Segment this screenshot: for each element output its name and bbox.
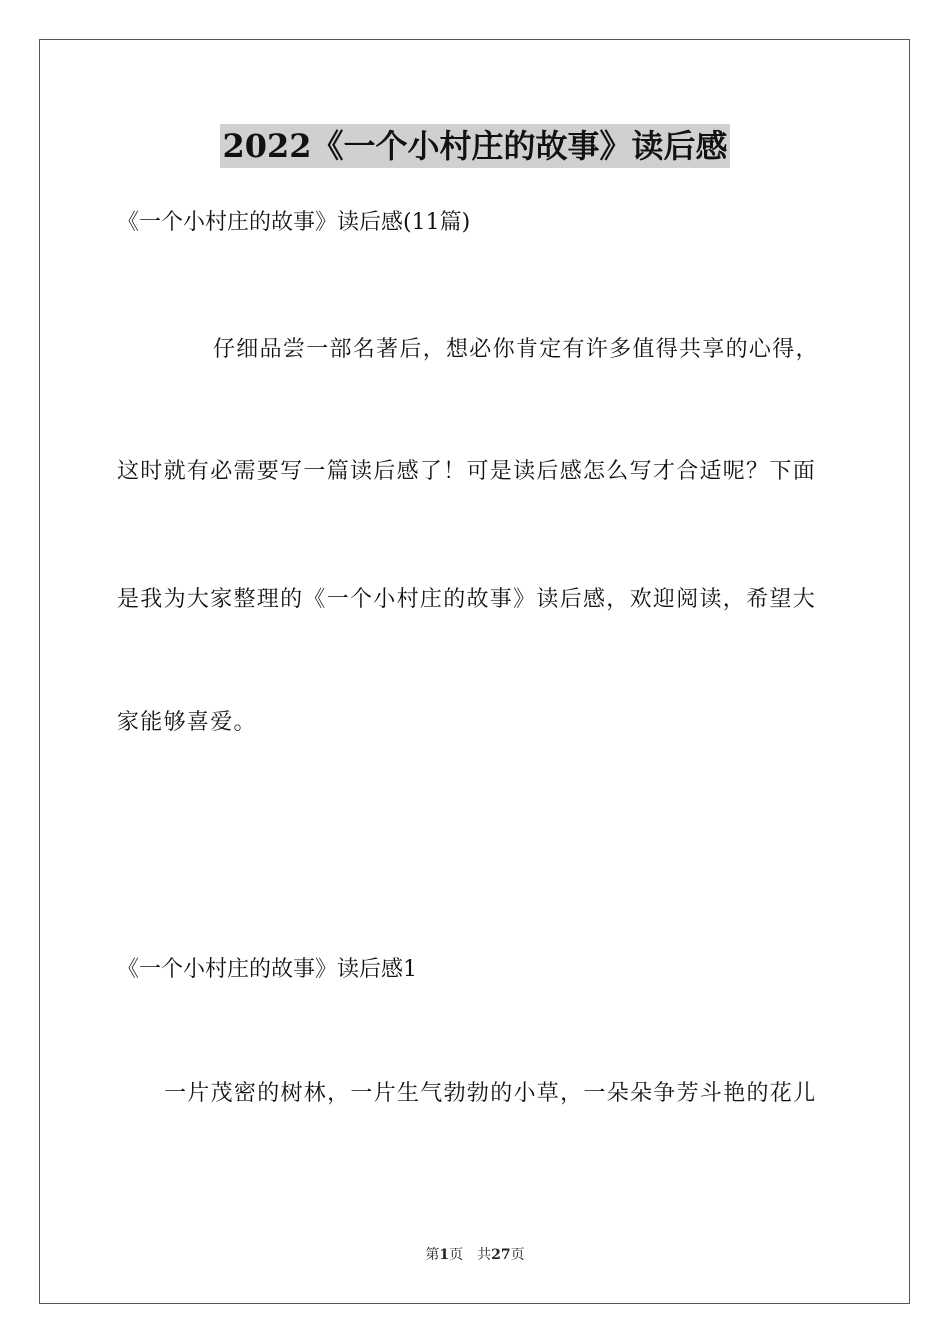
title-container [0,124,950,168]
footer-page-suffix: 页 [510,1247,525,1263]
intro-line-1: 仔细品尝一部名著后，想必你肯定有许多值得共享的心得， [213,337,819,362]
document-title: 2022《一个小村庄的故事》读后感 [220,124,729,168]
footer-page-prefix: 第 [425,1247,440,1263]
footer-page-mid: 页 共 [449,1247,492,1263]
section-heading: 《一个小村庄的故事》读后感1 [117,957,417,982]
document-subtitle: 《一个小村庄的故事》读后感(11篇) [117,210,471,235]
intro-line-2: 这时就有必需要写一篇读后感了！可是读后感怎么写才合适呢？下面 [117,459,817,484]
intro-line-4: 家能够喜爱。 [117,710,257,735]
intro-line-3: 是我为大家整理的《一个小村庄的故事》读后感，欢迎阅读，希望大 [117,587,817,612]
footer-page-current: 1 [439,1247,450,1263]
section-line-1: 一片茂密的树林，一片生气勃勃的小草，一朵朵争芳斗艳的花儿 [164,1081,817,1106]
page-footer [0,1245,950,1265]
footer-page-total: 27 [491,1247,511,1263]
